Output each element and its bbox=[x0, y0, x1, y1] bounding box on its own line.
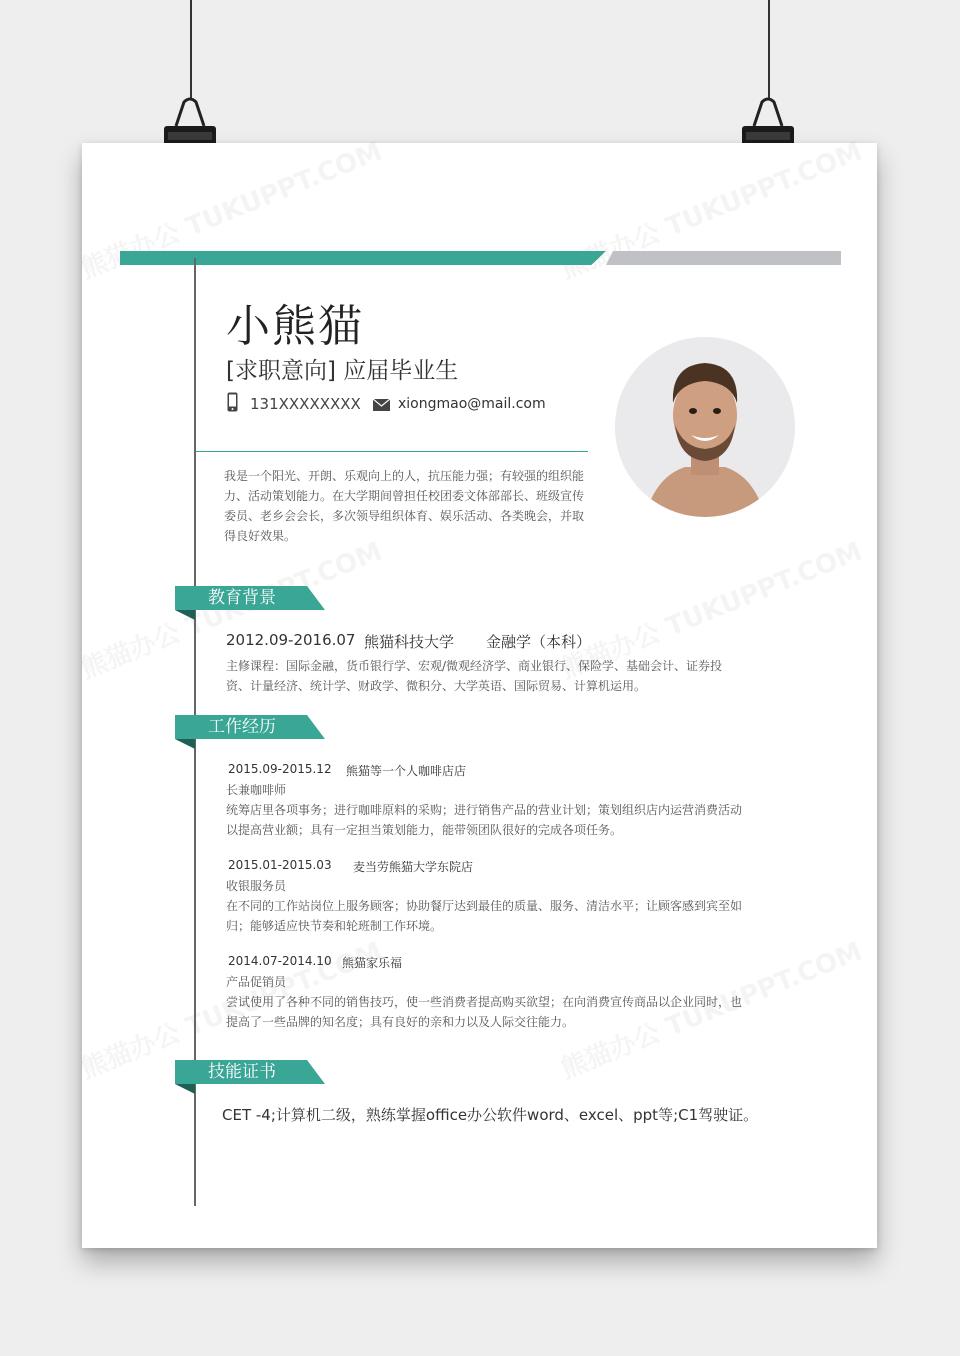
job-period: 2015.01-2015.03 bbox=[228, 858, 332, 872]
job-period: 2015.09-2015.12 bbox=[228, 762, 332, 776]
education-school: 熊猫科技大学 bbox=[364, 633, 455, 651]
education-courses: 主修课程：国际金融，货币银行学、宏观/微观经济学、商业银行、保险学、基础会计、证券投资、计量经济、统计学、财政学、微积分、大学英语、国际贸易、计算机运用。 bbox=[226, 659, 723, 693]
section-fold bbox=[175, 610, 195, 620]
mail-icon bbox=[373, 399, 390, 411]
section-header-work bbox=[175, 715, 325, 749]
job-company: 麦当劳熊猫大学东院店 bbox=[353, 860, 474, 874]
hanging-wire-left bbox=[190, 0, 192, 100]
job-description: 在不同的工作站岗位上服务顾客；协助餐厅达到最佳的质量、服务、清洁水平；让顾客感到宾至如归；能够适应快节奏和轮班制工作环境。 bbox=[226, 899, 743, 933]
header-bar-accent bbox=[120, 251, 606, 265]
job-description: 统筹店里各项事务；进行咖啡原料的采购；进行销售产品的营业计划；策划组织店内运营消费活动以提高营业额；具有一定担当策划能力，能带领团队很好的完成各项任务。 bbox=[226, 803, 743, 837]
header-bar-gray bbox=[606, 251, 841, 265]
hanging-wire-right bbox=[768, 0, 770, 100]
skills-text: CET -4;计算机二级，熟练掌握office办公软件word、excel、ppt等;C1驾驶证。 bbox=[222, 1106, 759, 1124]
candidate-name: 小熊猫 bbox=[226, 301, 364, 352]
email-address: xiongmao@mail.com bbox=[398, 396, 546, 412]
section-header-skills bbox=[175, 1060, 325, 1094]
job-intent: [求职意向] 应届毕业生 bbox=[226, 358, 459, 384]
job-company: 熊猫等一个人咖啡店店 bbox=[346, 764, 467, 778]
section-header-education bbox=[175, 586, 325, 620]
section-fold bbox=[175, 1084, 195, 1094]
phone-icon bbox=[227, 392, 238, 412]
header-divider bbox=[196, 451, 588, 452]
job-role: 产品促销员 bbox=[226, 975, 287, 989]
job-company: 熊猫家乐福 bbox=[342, 956, 403, 970]
job-period: 2014.07-2014.10 bbox=[228, 954, 332, 968]
section-title: 工作经历 bbox=[208, 717, 276, 737]
job-role: 长兼咖啡师 bbox=[226, 783, 287, 797]
section-title: 技能证书 bbox=[208, 1062, 276, 1082]
education-period: 2012.09-2016.07 bbox=[226, 631, 356, 649]
avatar bbox=[615, 337, 795, 517]
section-fold bbox=[175, 739, 195, 749]
phone-number: 131XXXXXXXX bbox=[250, 395, 361, 413]
self-summary: 我是一个阳光、开朗、乐观向上的人，抗压能力强；有较强的组织能力、活动策划能力。在大学期间曾担任校团委文体部部长、班级宣传委员、老乡会会长，多次领导组织体育、娱乐活动、各类晚会，并取得良好效果。 bbox=[224, 469, 585, 543]
education-major: 金融学（本科） bbox=[486, 633, 592, 651]
section-title: 教育背景 bbox=[208, 588, 276, 608]
job-role: 收银服务员 bbox=[226, 879, 287, 893]
avatar-portrait-icon bbox=[615, 337, 795, 517]
job-description: 尝试使用了各种不同的销售技巧，使一些消费者提高购买欲望；在向消费宣传商品以企业同时，也提高了一些品牌的知名度；具有良好的亲和力以及人际交往能力。 bbox=[226, 995, 743, 1029]
